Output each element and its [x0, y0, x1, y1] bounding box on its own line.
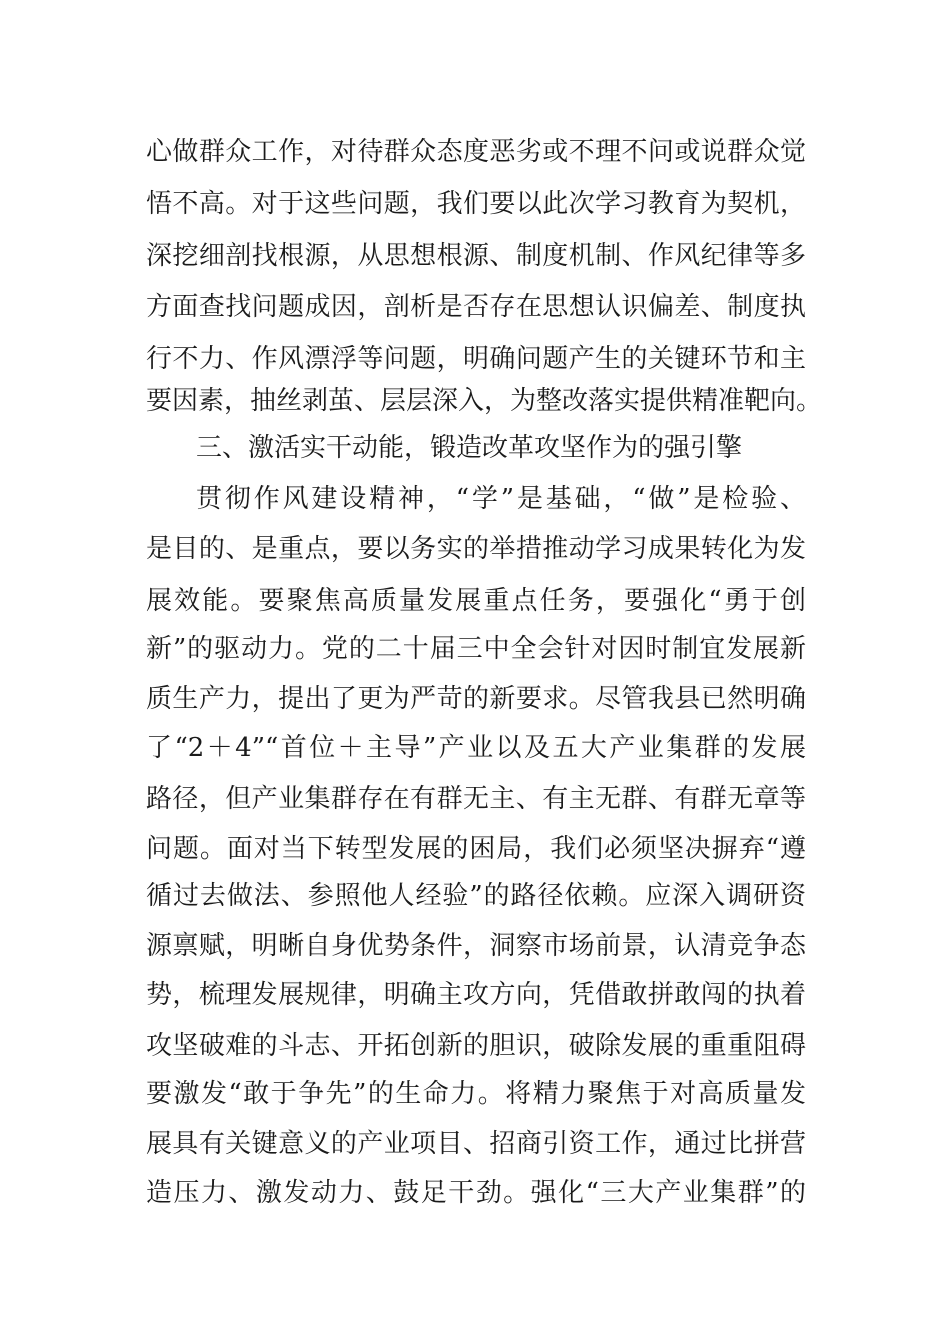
text-line: 质生产力，提出了更为严苛的新要求。尽管我县已然明确: [146, 684, 806, 714]
text-line: 展具有关键意义的产业项目、招商引资工作，通过比拼营: [146, 1129, 806, 1159]
text-line: 了“2＋4”“首位＋主导”产业以及五大产业集群的发展: [146, 733, 806, 763]
text-line: 方面查找问题成因，剖析是否存在思想认识偏差、制度执: [146, 292, 806, 322]
text-line: 循过去做法、参照他人经验”的路径依赖。应深入调研资: [146, 881, 806, 911]
paragraph-first-line: 贯彻作风建设精神，“学”是基础，“做”是检验、: [196, 484, 806, 514]
section-heading: 三、激活实干动能，锻造改革攻坚作为的强引擎: [196, 433, 743, 463]
text-line: 要因素，抽丝剥茧、层层深入，为整改落实提供精准靶向。: [146, 386, 823, 416]
text-line: 源禀赋，明晰自身优势条件，洞察市场前景，认清竞争态: [146, 931, 806, 961]
text-line: 新”的驱动力。党的二十届三中全会针对因时制宜发展新: [146, 634, 806, 664]
text-line: 攻坚破难的斗志、开拓创新的胆识，破除发展的重重阻碍: [146, 1031, 806, 1061]
text-line: 要激发“敢于争先”的生命力。将精力聚焦于对高质量发: [146, 1079, 806, 1109]
text-line: 路径，但产业集群存在有群无主、有主无群、有群无章等: [146, 784, 806, 814]
text-line: 心做群众工作，对待群众态度恶劣或不理不问或说群众觉: [146, 137, 806, 167]
text-line: 行不力、作风漂浮等问题，明确问题产生的关键环节和主: [146, 344, 806, 374]
text-line: 悟不高。对于这些问题，我们要以此次学习教育为契机，: [146, 189, 806, 219]
text-line: 造压力、激发动力、鼓足干劲。强化“三大产业集群”的: [146, 1178, 806, 1208]
text-line: 势，梳理发展规律，明确主攻方向，凭借敢拼敢闯的执着: [146, 980, 806, 1010]
text-line: 深挖细剖找根源，从思想根源、制度机制、作风纪律等多: [146, 241, 806, 271]
text-line: 问题。面对当下转型发展的困局，我们必须坚决摒弃“遵: [146, 834, 806, 864]
text-line: 展效能。要聚焦高质量发展重点任务，要强化“勇于创: [146, 586, 806, 616]
text-line: 是目的、是重点，要以务实的举措推动学习成果转化为发: [146, 534, 806, 564]
